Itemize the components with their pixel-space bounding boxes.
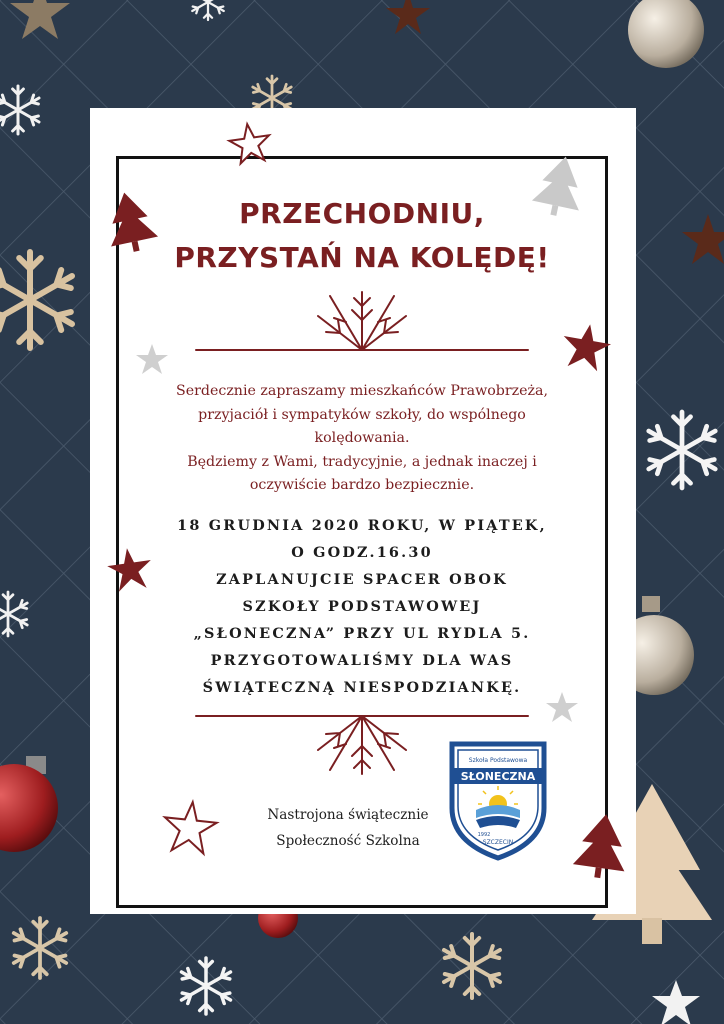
star-outline-icon xyxy=(162,799,219,854)
intro-line: Będziemy z Wami, tradycyjnie, a jednak inaczej i xyxy=(187,453,537,470)
school-logo xyxy=(446,738,550,862)
title-line-1: PRZECHODNIU, xyxy=(239,197,485,230)
event-line: 18 GRUDNIA 2020 ROKU, W PIĄTEK, xyxy=(177,517,547,534)
event-line: PRZYGOTOWALIŚMY DLA WAS xyxy=(210,652,514,669)
intro-line: oczywiście bardzo bezpiecznie. xyxy=(249,477,475,493)
christmas-tree-icon xyxy=(572,811,632,882)
logo-top-text: Szkoła Podstawowa xyxy=(468,757,528,764)
signature xyxy=(218,802,478,854)
event-line: „SŁONECZNA” PRZY UL RYDLA 5. xyxy=(193,625,531,642)
signature-line-1: Nastrojona świątecznie xyxy=(267,807,429,823)
intro-line: Serdecznie zapraszamy mieszkańców Prawobrzeża, xyxy=(176,383,548,399)
logo-city: SZCZECIN xyxy=(482,839,514,846)
title-line-2: PRZYSTAŃ NA KOLĘDĘ! xyxy=(174,241,550,274)
divider-top xyxy=(196,292,528,350)
star-outline-icon xyxy=(227,121,272,164)
logo-year: 1992 xyxy=(477,832,491,838)
event-details xyxy=(126,512,598,701)
invitation-intro xyxy=(140,380,584,498)
signature-line-2: Społeczność Szkolna xyxy=(276,833,420,849)
invitation-title xyxy=(116,192,608,280)
event-line: ZAPLANUJCIE SPACER OBOK xyxy=(216,571,508,588)
intro-line: przyjaciół i sympatyków szkoły, do wspólnego xyxy=(198,406,526,423)
event-line: ŚWIĄTECZNĄ NIESPODZIANKĘ. xyxy=(202,679,522,696)
event-line: SZKOŁY PODSTAWOWEJ xyxy=(242,598,482,615)
logo-name: SŁONECZNA xyxy=(460,770,536,783)
star-icon xyxy=(559,320,614,373)
event-line: O GODZ.16.30 xyxy=(291,544,433,561)
star-icon xyxy=(136,344,168,374)
intro-line: kolędowania. xyxy=(314,430,410,446)
